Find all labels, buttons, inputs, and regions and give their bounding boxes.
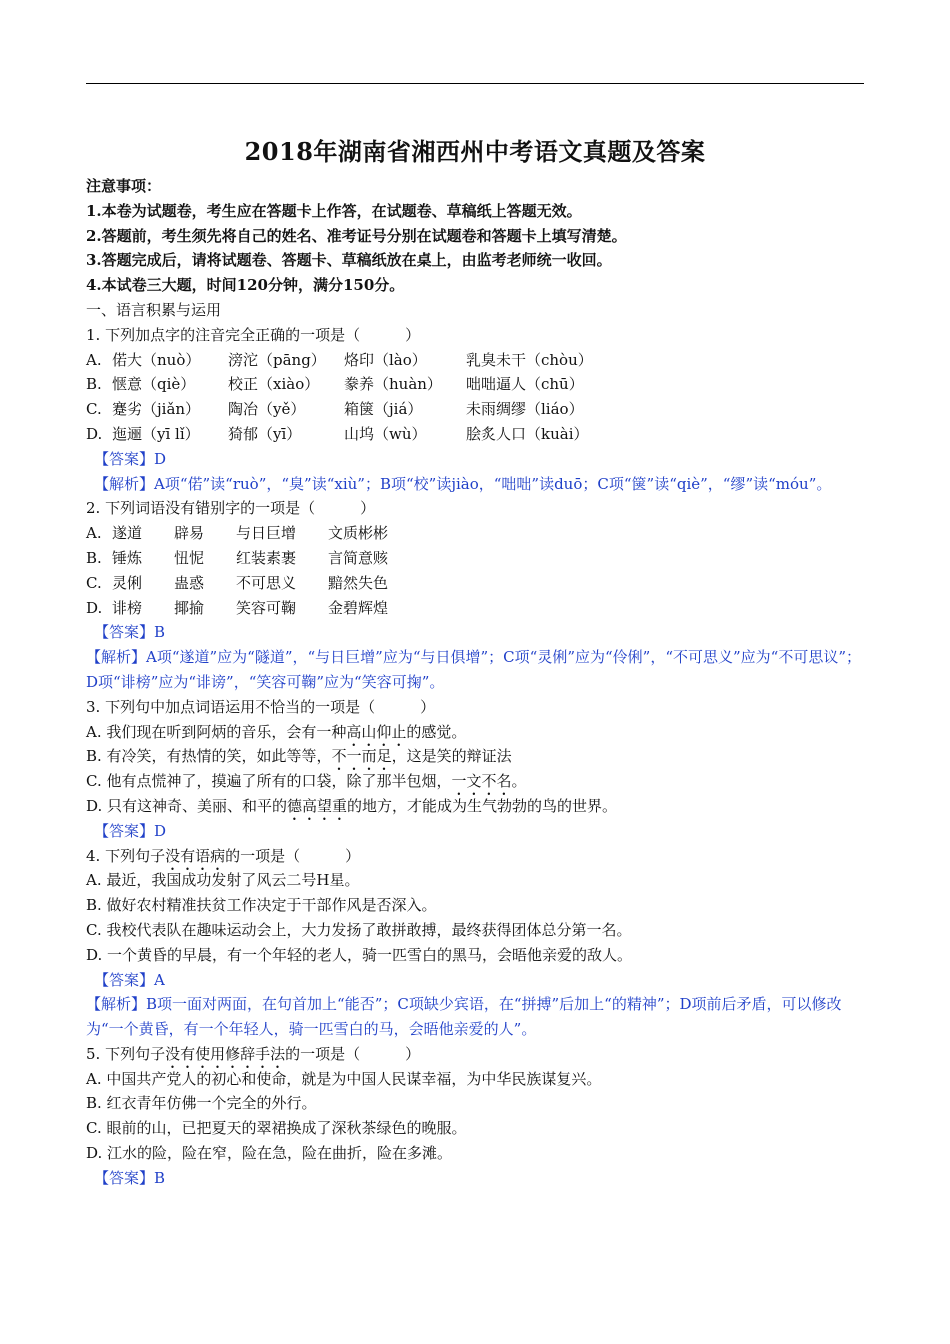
question-3-answer: 【答案】D [94,821,167,840]
question-2-option [86,571,866,596]
notes-heading: 注意事项： [86,177,162,195]
option-word: 陶冶（yě） [228,400,306,419]
question-4-option: A. 最近，我国成功发射了风云二号H星。 [86,871,360,890]
option-word: 山坞（wù） [344,424,427,443]
header-rule [86,83,864,84]
question-4-answer: 【答案】A [94,970,165,989]
option-text: D. 只有这神奇、美丽、和平的 [86,796,288,815]
option-word: 灵俐 [112,573,143,592]
note-item: 1.本卷为试题卷，考生应在答题卡上作答，在试题卷、草稿纸上答题无效。 [86,201,582,220]
stem-text: 5. 下列句子 [86,1044,166,1063]
stem-text: 的一项是（ ） [225,846,361,865]
question-5-answer: 【答案】B [94,1168,166,1187]
question-1-answer: 【答案】D [94,449,167,468]
question-1-option [86,397,866,422]
option-word: 未雨绸缪（liáo） [466,400,584,419]
option-text: B. 有冷笑，有热情的笑，如此等等， [86,747,332,766]
question-2-option [86,546,866,571]
option-word: 金碧辉煌 [328,598,389,617]
option-word: 辟易 [174,524,205,543]
option-word: 猗郁（yī） [228,424,302,443]
question-2-answer: 【答案】B [94,623,166,642]
option-word: 校正（xiào） [228,375,320,394]
question-2-option [86,596,866,621]
option-word: 箱箧（jiá） [344,400,423,419]
option-text: A. 我们现在听到阿炳的音乐，会有一种 [86,722,347,741]
stem-text: 的一项是（ ） [285,1044,421,1063]
page-title: 2018年湖南省湘西州中考语文真题及答案 [244,137,706,166]
option-word: 诽榜 [112,598,143,617]
dotted-phrase: 高山仰止 [346,722,407,741]
option-text: 的感觉。 [406,722,467,741]
note-item: 2.答题前，考生须先将自己的姓名、准考证号分别在试题卷和答题卡上填写清楚。 [86,226,627,245]
question-4-option: C. 我校代表队在趣味运动会上，大力发扬了敢拼敢搏，最终获得团体总分第一名。 [86,920,632,939]
question-4-option: B. 做好农村精准扶贫工作决定于干部作风是否深入。 [86,896,437,915]
option-word: 烙印（lào） [344,350,427,369]
option-word: 笑容可鞠 [236,598,297,617]
option-word: 与日巨增 [236,524,297,543]
option-letter: D. [86,424,103,443]
document-body [86,174,866,1191]
option-text: 的地方，才能成为生气勃勃的鸟的世界。 [347,796,618,815]
option-word: 惬意（qiè） [112,375,196,394]
question-1-analysis: 【解析】A项“偌”读“ruò”，“臭”读“xiù”；B项“校”读jiào，“咄咄”读duō；C项“箧”读“qiè”，“缪”读“móu”。 [94,474,832,493]
section-heading: 一、语言积累与运用 [86,300,222,319]
question-5-option: D. 江水的险，险在窄，险在急，险在曲折，险在多滩。 [86,1144,453,1163]
dotted-phrase: 没有使用修辞手法 [165,1044,286,1063]
question-5-stem [86,1042,866,1067]
option-word: 滂沱（pāng） [228,350,326,369]
option-word: 豢养（huàn） [344,375,442,394]
dotted-phrase: 没有语病 [165,846,226,865]
option-letter: B. [86,548,102,567]
option-text: C. 他有点慌神了，摸遍了所有的口袋，除了那半包烟， [86,772,452,791]
question-2-analysis: 【解析】A项“遂道”应为“隧道”，“与日巨增”应为“与日俱增”；C项“灵俐”应为“伶俐”，“不可思义”应为“不可思议”；D项“诽榜”应为“诽谤”，“笑容可鞠”应为“笑容可掬”。 [86,648,862,691]
option-text: ，这是笑的辩证法 [391,747,512,766]
option-word: 黯然失色 [328,573,389,592]
question-1-stem: 1. 下列加点字的注音完全正确的一项是（ ） [86,325,421,344]
option-word: 忸怩 [174,548,205,567]
question-4-option: D. 一个黄昏的早晨，有一个年轻的老人，骑一匹雪白的黑马，会晤他亲爱的敌人。 [86,945,633,964]
option-letter: D. [86,598,103,617]
question-2-option [86,521,866,546]
dotted-phrase: 德高望重 [287,796,348,815]
option-letter: A. [86,524,102,543]
option-word: 红装素裹 [236,548,297,567]
question-4-analysis: 【解析】B项一面对两面，在句首加上“能否”；C项缺少宾语，在“拼搏”后加上“的精神”；D项前后矛盾，可以修改为“一个黄昏，有一个年轻人，骑一匹雪白的马，会晤他亲爱的人”。 [86,995,842,1039]
question-3-option [86,794,866,819]
option-word: 蹇劣（jiǎn） [112,400,201,419]
note-item: 3.答题完成后，请将试题卷、答题卡、草稿纸放在桌上，由监考老师统一收回。 [86,251,612,270]
option-word: 文质彬彬 [328,524,389,543]
question-1-option [86,422,866,447]
option-word: 迤逦（yī lǐ） [112,424,200,443]
option-word: 乳臭未干（chòu） [466,350,593,369]
question-1-option [86,372,866,397]
option-word: 锤炼 [112,548,143,567]
option-word: 遂道 [112,524,143,543]
question-3-option [86,769,866,794]
option-letter: C. [86,400,102,419]
option-letter: C. [86,573,102,592]
note-item: 4.本试卷三大题，时间120分钟，满分150分。 [86,276,405,295]
option-word: 蛊惑 [174,573,205,592]
question-4-stem [86,844,866,869]
option-word: 咄咄逼人（chū） [466,375,584,394]
option-word: 言简意赅 [328,548,389,567]
option-word: 脍炙人口（kuài） [466,424,589,443]
option-letter: B. [86,375,102,394]
question-3-option [86,744,866,769]
option-word: 不可思义 [236,573,297,592]
question-1-option [86,348,866,373]
option-word: 揶揄 [174,598,205,617]
question-5-option: A. 中国共产党人的初心和使命，就是为中国人民谋幸福，为中华民族谋复兴。 [86,1069,602,1088]
question-5-option: C. 眼前的山，已把夏天的翠裙换成了深秋茶绿色的晚服。 [86,1119,467,1138]
option-text: 。 [511,772,527,791]
option-word: 偌大（nuò） [112,350,201,369]
dotted-phrase: 不一而足 [331,747,392,766]
option-letter: A. [86,350,102,369]
dotted-phrase: 一文不名 [451,772,512,791]
stem-text: 4. 下列句子 [86,846,166,865]
question-3-option [86,720,866,745]
question-5-option: B. 红衣青年仿佛一个完全的外行。 [86,1094,317,1113]
question-3-stem: 3. 下列句中加点词语运用不恰当的一项是（ ） [86,697,436,716]
question-2-stem: 2. 下列词语没有错别字的一项是（ ） [86,499,376,518]
